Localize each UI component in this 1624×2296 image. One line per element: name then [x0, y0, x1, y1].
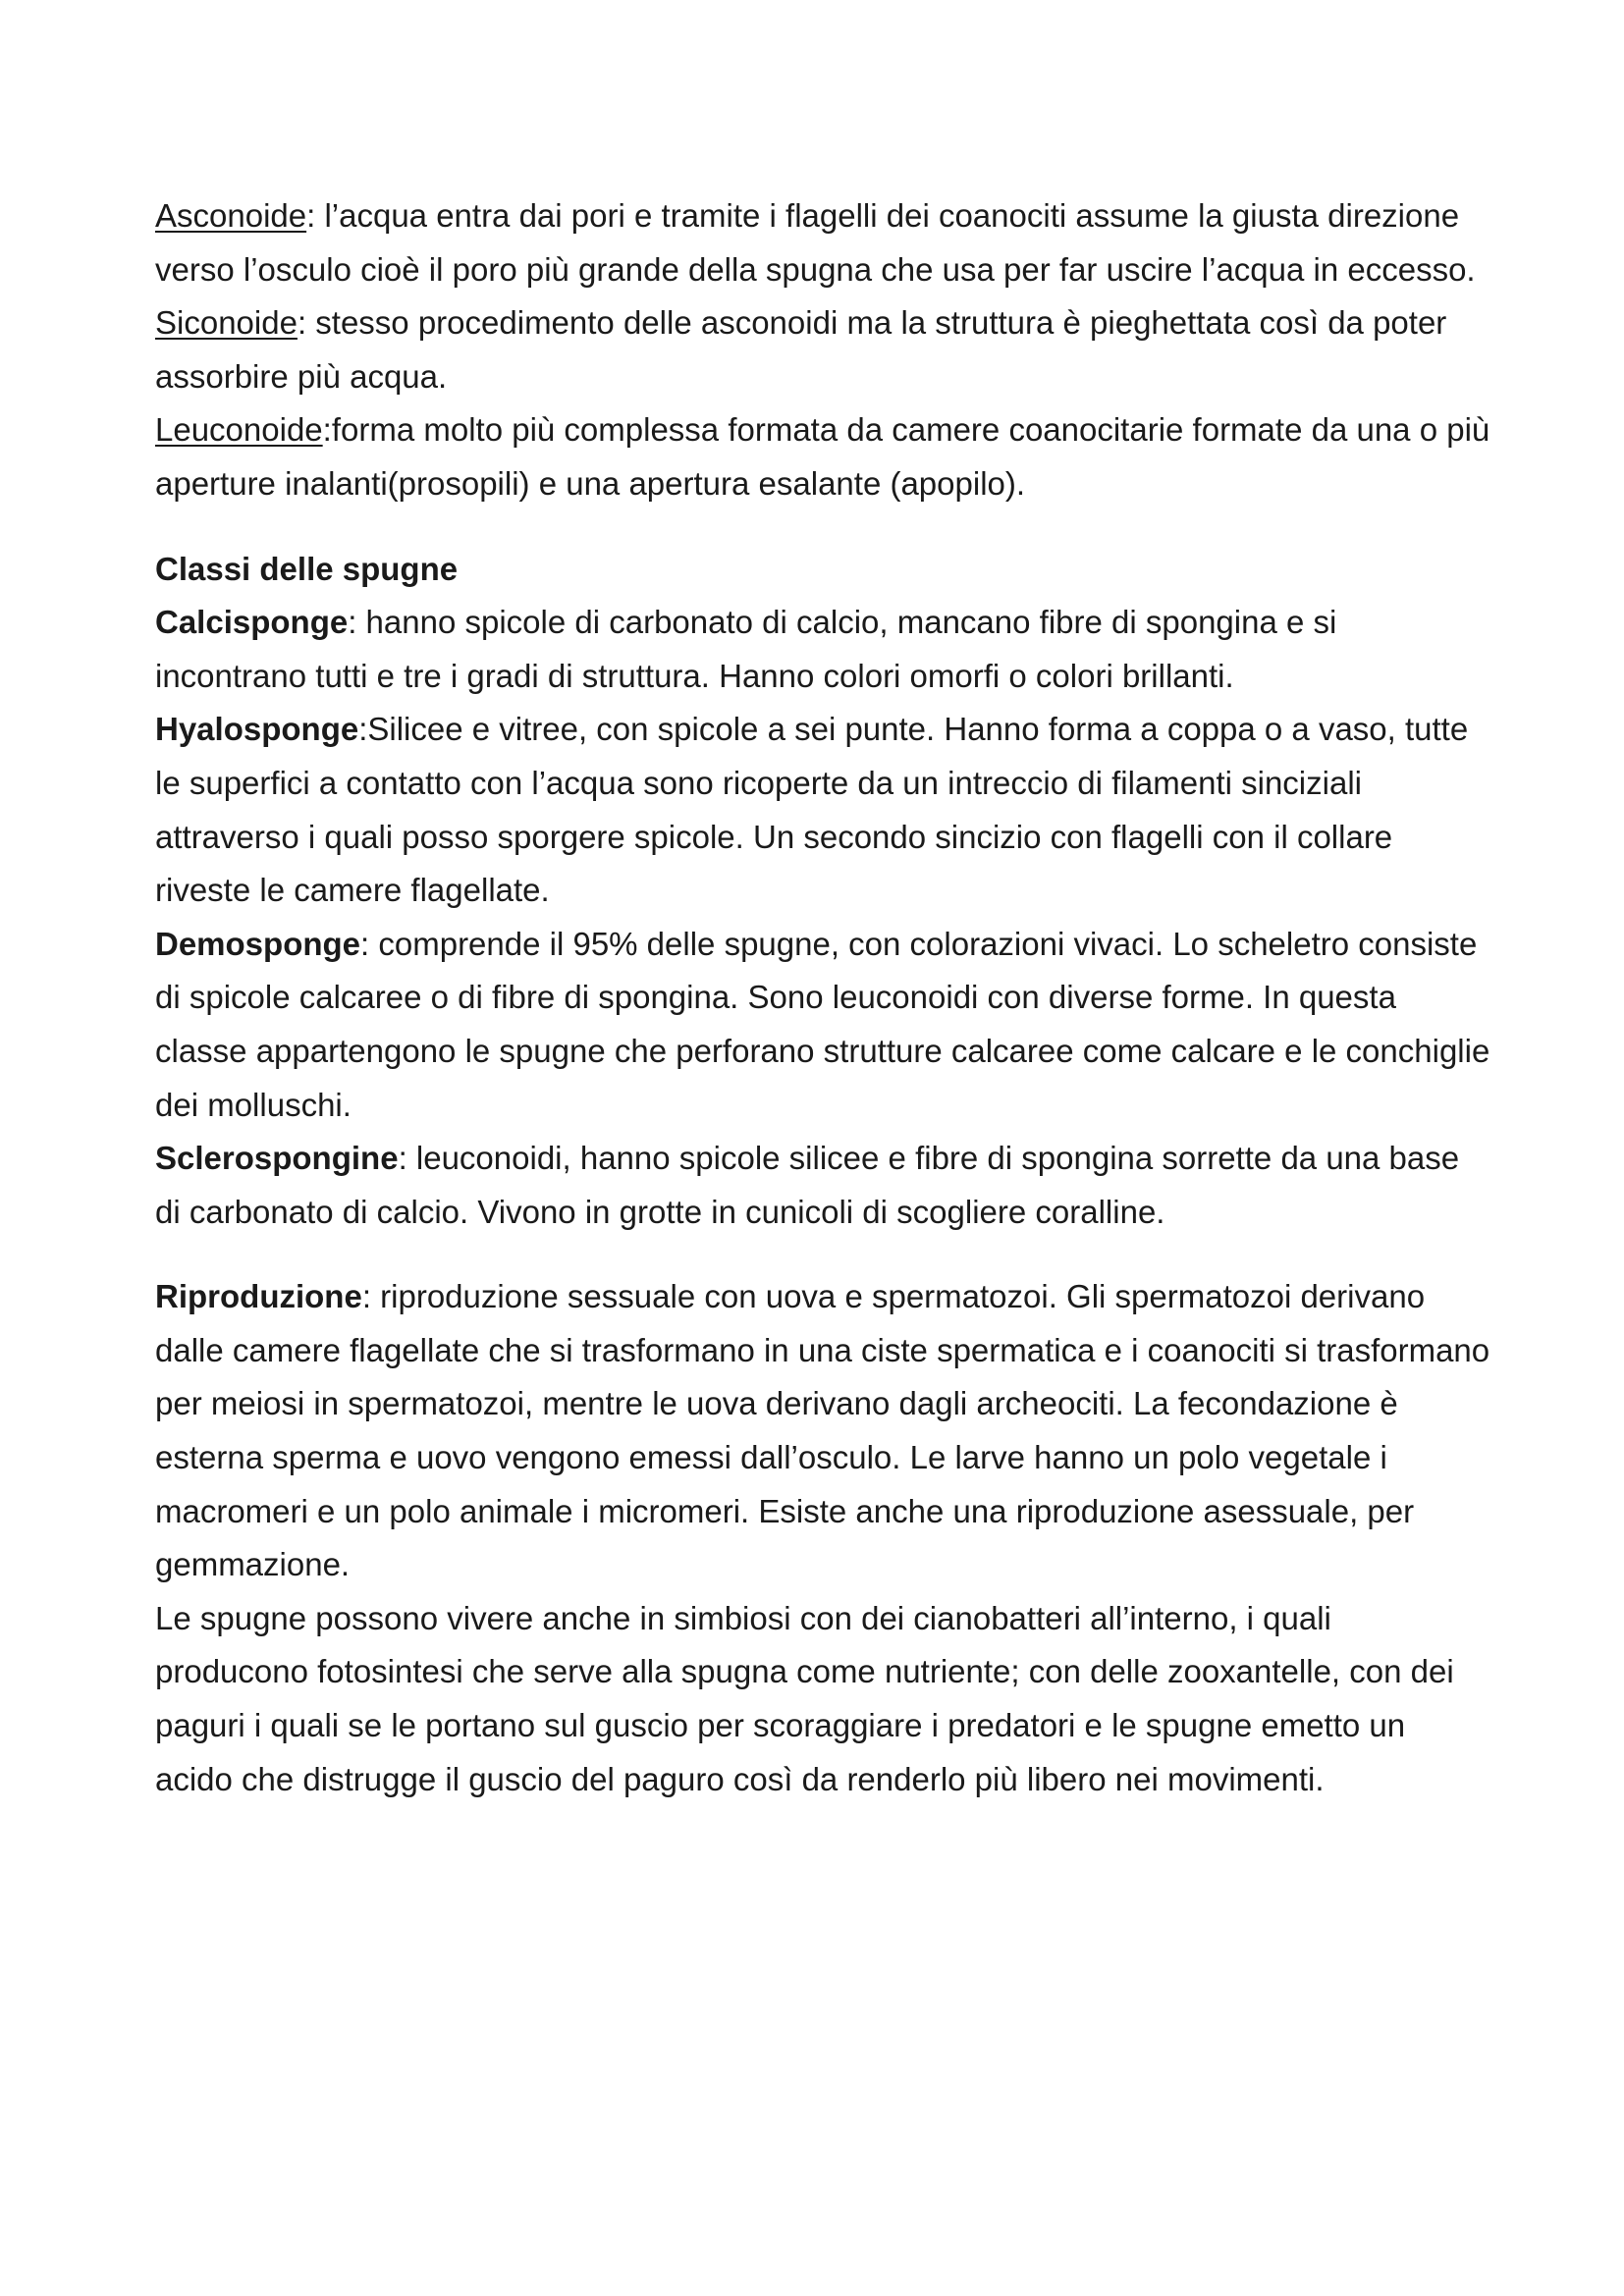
reproduction-term: Riproduzione	[155, 1278, 362, 1315]
calcisponge-text: : hanno spicole di carbonato di calcio, mancano fibre di spongina e si incontrano tutti e tre i gradi di struttura. Hanno colori omorfi o colori brillanti.	[155, 604, 1337, 694]
calcisponge-paragraph	[155, 596, 1490, 703]
leuconoide-paragraph	[155, 403, 1490, 510]
hyalosponge-paragraph	[155, 703, 1490, 917]
classes-heading: Classi delle spugne	[155, 550, 459, 587]
sclerospongine-term: Sclerospongine	[155, 1140, 399, 1177]
sclerospongine-paragraph	[155, 1132, 1490, 1239]
demosponge-term: Demosponge	[155, 925, 361, 962]
paragraph-gap	[155, 511, 1490, 543]
leuconoide-text: :forma molto più complessa formata da camere coanocitarie formate da una o più aperture inalanti(prosopili) e una apertura esalante (apopilo).	[155, 411, 1490, 502]
asconoide-term: Asconoide	[155, 197, 307, 234]
calcisponge-term: Calcisponge	[155, 604, 349, 641]
reproduction-paragraph	[155, 1270, 1490, 1592]
document-body	[155, 189, 1490, 1806]
demosponge-text: : comprende il 95% delle spugne, con colorazioni vivaci. Lo scheletro consiste di spicole calcaree o di fibre di spongina. Sono leuconoidi con diverse forme. In questa classe appartengono le spugne che perforano strutture calcaree come calcare e le conchiglie dei molluschi.	[155, 925, 1490, 1123]
siconoide-paragraph	[155, 296, 1490, 403]
symbiosis-paragraph: Le spugne possono vivere anche in simbiosi con dei cianobatteri all’interno, i quali producono fotosintesi che serve alla spugna come nutriente; con delle zooxantelle, con dei paguri i quali se le portano sul guscio per scoraggiare i predatori e le spugne emetto un acido che distrugge il guscio del paguro così da renderlo più libero nei movimenti.	[155, 1599, 1454, 1797]
hyalosponge-text: :Silicee e vitree, con spicole a sei punte. Hanno forma a coppa o a vaso, tutte le superfici a contatto con l’acqua sono ricoperte da un intreccio di filamenti sinciziali attraverso i quali posso sporgere spicole. Un secondo sincizio con flagelli con il collare riveste le camere flagellate.	[155, 711, 1469, 909]
paragraph-gap	[155, 1239, 1490, 1270]
siconoide-text: : stesso procedimento delle asconoidi ma la struttura è pieghettata così da poter assorbire più acqua.	[155, 304, 1447, 395]
reproduction-text: : riproduzione sessuale con uova e spermatozoi. Gli spermatozoi derivano dalle camere flagellate che si trasformano in una ciste spermatica e i coanociti si trasformano per meiosi in spermatozoi, mentre le uova derivano dagli archeociti. La fecondazione è esterna sperma e uovo vengono emessi dall’osculo. Le larve hanno un polo vegetale i macromeri e un polo animale i micromeri. Esiste anche una riproduzione asessuale, per gemmazione.	[155, 1278, 1490, 1583]
leuconoide-term: Leuconoide	[155, 411, 323, 449]
asconoide-text: : l’acqua entra dai pori e tramite i flagelli dei coanociti assume la giusta direzione verso l’osculo cioè il poro più grande della spugna che usa per far uscire l’acqua in eccesso.	[155, 197, 1476, 288]
asconoide-paragraph	[155, 189, 1490, 296]
demosponge-paragraph	[155, 918, 1490, 1132]
siconoide-term: Siconoide	[155, 304, 298, 342]
hyalosponge-term: Hyalosponge	[155, 711, 359, 748]
sclerospongine-text: : leuconoidi, hanno spicole silicee e fibre di spongina sorrette da una base di carbonato di calcio. Vivono in grotte in cunicoli di scogliere coralline.	[155, 1140, 1460, 1230]
